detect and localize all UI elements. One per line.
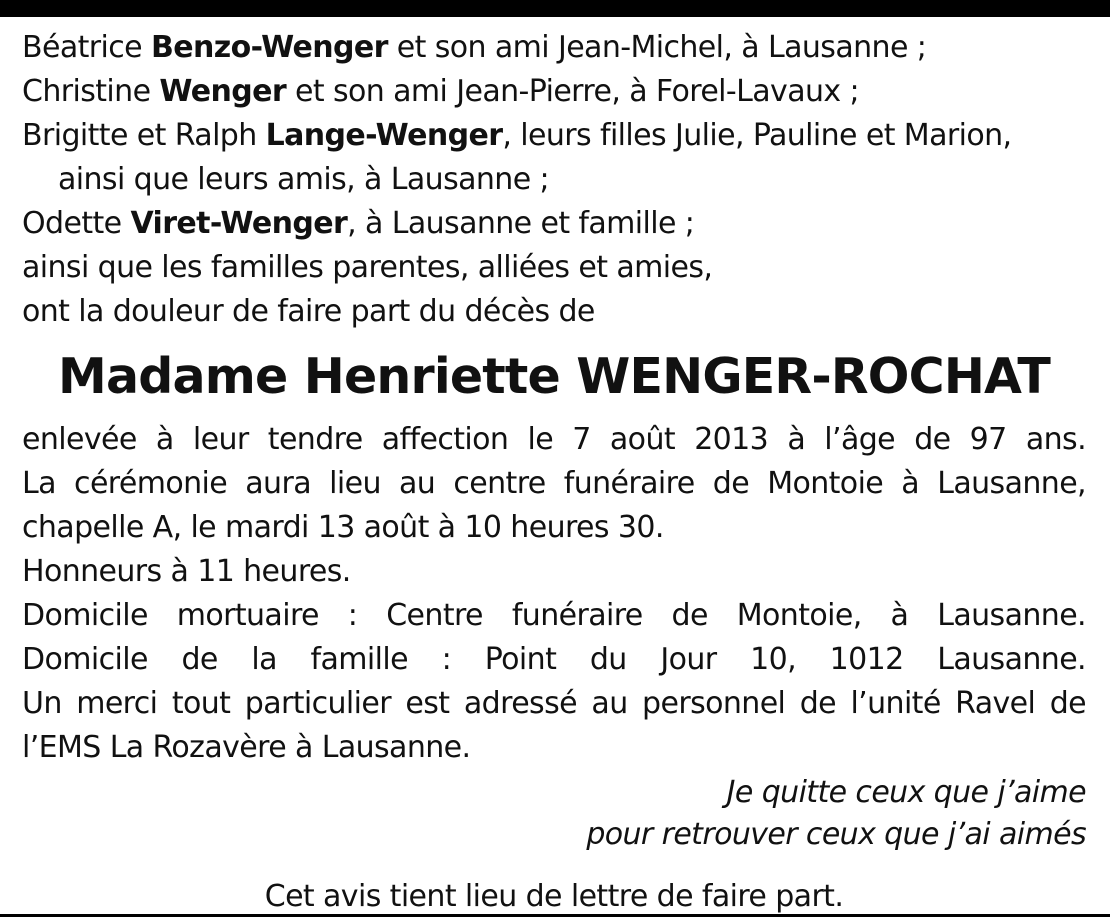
announcement-body — [22, 418, 1086, 770]
family-surname: Lange-Wenger — [265, 118, 503, 153]
family-member-line — [22, 114, 1086, 158]
footer-note: Cet avis tient lieu de lettre de faire part. — [264, 879, 844, 914]
deceased-name-heading: Madame Henriette WENGER-ROCHAT — [58, 348, 1050, 405]
obituary-notice — [22, 26, 1086, 918]
family-continuation-line: ainsi que leurs amis, à Lausanne ; — [58, 162, 550, 197]
quote-line: Je quitte ceux que j’aime — [726, 775, 1086, 810]
body-line: Domicile de la famille : Point du Jour 10, 1012 Lausanne. — [22, 642, 1086, 677]
family-line-prefix: Odette — [22, 206, 131, 241]
family-line-prefix: Christine — [22, 74, 160, 109]
body-line: La cérémonie aura lieu au centre funéraire de Montoie à Lausanne, — [22, 466, 1086, 501]
body-line: l’EMS La Rozavère à Lausanne. — [22, 730, 471, 765]
bottom-border-rule — [0, 914, 1110, 917]
body-line: chapelle A, le mardi 13 août à 10 heures 30. — [22, 510, 664, 545]
family-member-line — [22, 26, 1086, 70]
family-surname: Wenger — [159, 74, 287, 109]
quote-line: pour retrouver ceux que j’ai aimés — [586, 817, 1086, 852]
body-line: Un merci tout particulier est adressé au personnel de l’unité Ravel de — [22, 686, 1086, 721]
family-line-suffix: et son ami Jean-Pierre, à Forel-Lavaux ; — [286, 74, 859, 109]
family-surname: Viret-Wenger — [130, 206, 348, 241]
family-line-prefix: Béatrice — [22, 30, 151, 65]
body-line: Honneurs à 11 heures. — [22, 554, 351, 589]
announcement-intro-line: ont la douleur de faire part du décès de — [22, 294, 595, 329]
family-line-suffix: et son ami Jean-Michel, à Lausanne ; — [387, 30, 927, 65]
top-border-rule — [0, 0, 1110, 17]
family-member-line — [22, 202, 1086, 246]
family-member-line — [22, 70, 1086, 114]
family-surname: Benzo-Wenger — [150, 30, 388, 65]
body-line: Domicile mortuaire : Centre funéraire de Montoie, à Lausanne. — [22, 598, 1086, 633]
family-line-prefix: Brigitte et Ralph — [22, 118, 266, 153]
family-line-suffix: , leurs filles Julie, Pauline et Marion, — [502, 118, 1012, 153]
body-line: enlevée à leur tendre affection le 7 août 2013 à l’âge de 97 ans. — [22, 422, 1086, 457]
related-families-line: ainsi que les familles parentes, alliées et amies, — [22, 250, 713, 285]
family-line-suffix: , à Lausanne et famille ; — [347, 206, 695, 241]
memorial-quote — [22, 772, 1086, 856]
